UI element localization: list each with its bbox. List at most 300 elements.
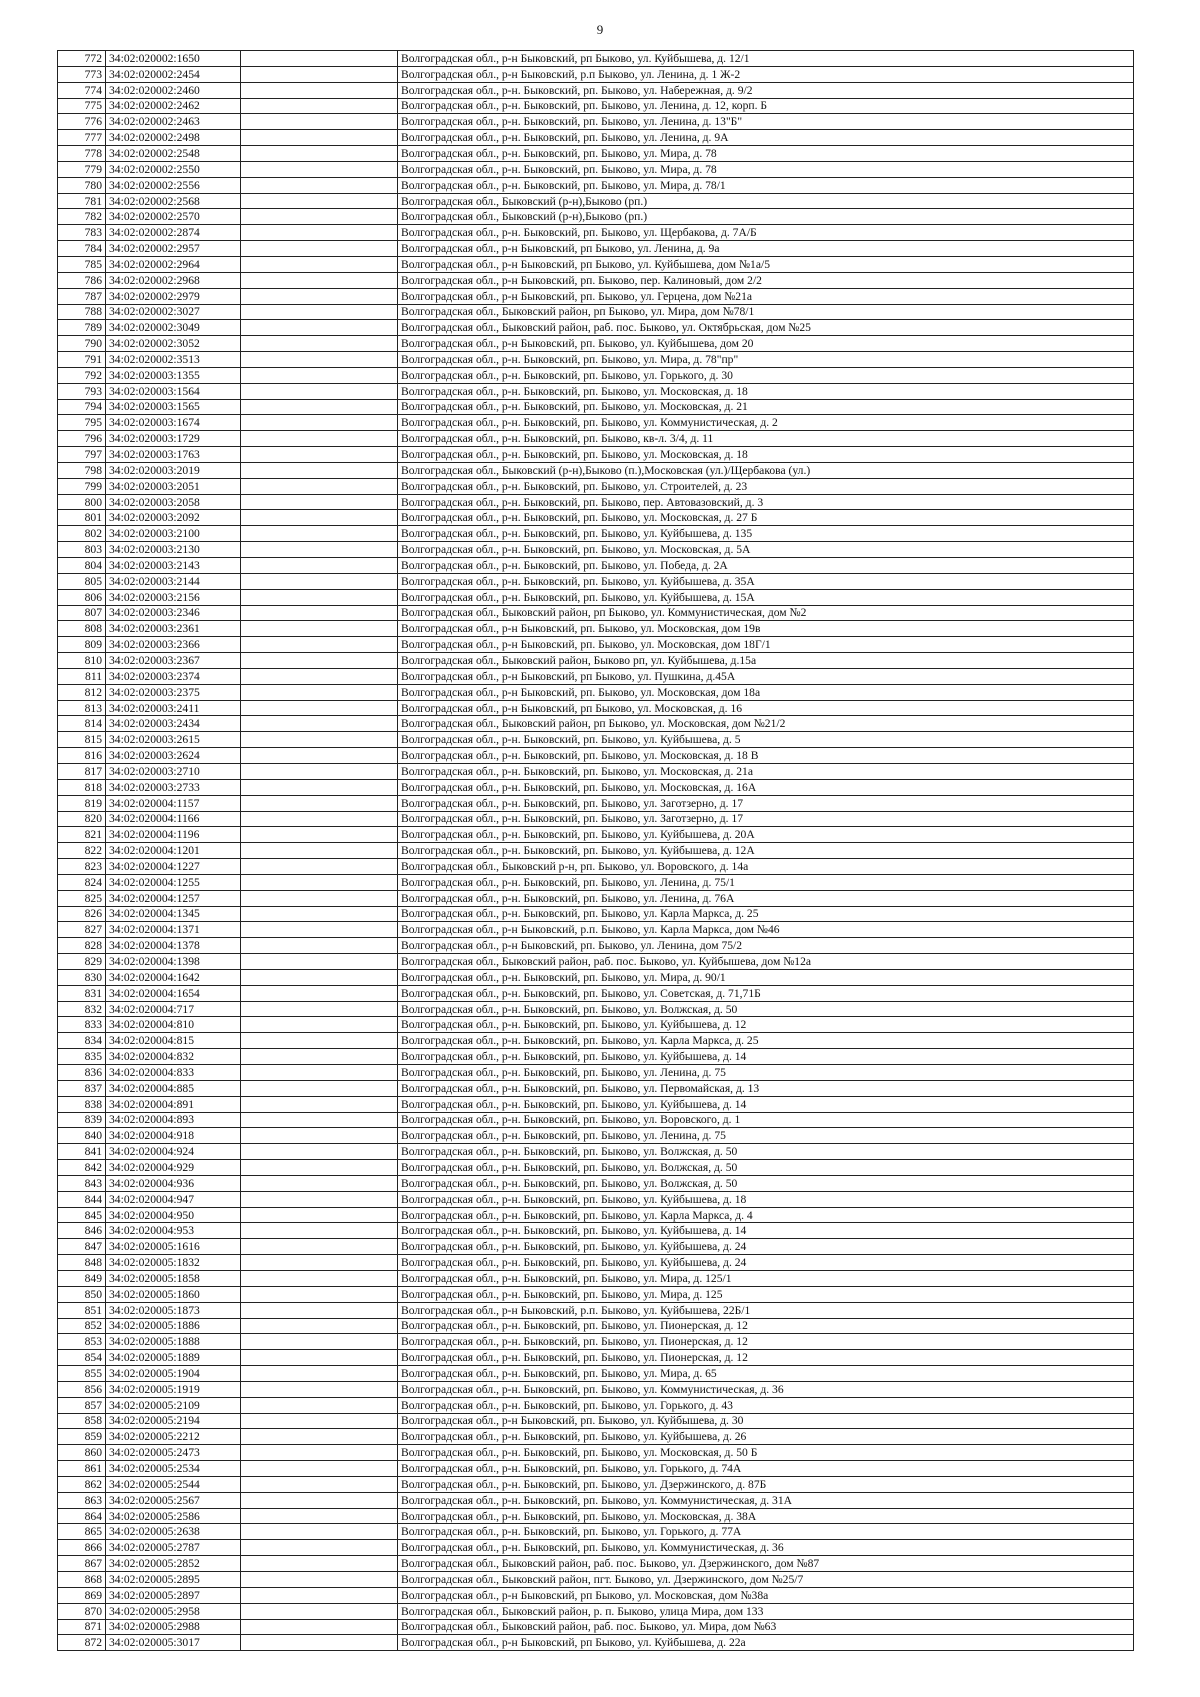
- row-number: 870: [58, 1603, 106, 1619]
- address: Волгоградская обл., р-н. Быковский, рп. Быково, ул. Московская, д. 18 В: [398, 748, 1134, 764]
- row-number: 781: [58, 193, 106, 209]
- row-number: 806: [58, 589, 106, 605]
- blank-cell: [241, 1255, 398, 1271]
- table-row: [58, 1635, 1134, 1651]
- row-number: 821: [58, 827, 106, 843]
- blank-cell: [241, 1572, 398, 1588]
- blank-cell: [241, 82, 398, 98]
- address: Волгоградская обл., р-н. Быковский, рп. Быково, ул. Набережная, д. 9/2: [398, 82, 1134, 98]
- row-number: 835: [58, 1049, 106, 1065]
- row-number: 813: [58, 700, 106, 716]
- blank-cell: [241, 66, 398, 82]
- cadastral-number: 34:02:020002:2550: [106, 161, 241, 177]
- address: Волгоградская обл., р-н. Быковский, рп. Быково, ул. Куйбышева, д. 135: [398, 526, 1134, 542]
- row-number: 829: [58, 954, 106, 970]
- blank-cell: [241, 1270, 398, 1286]
- cadastral-number: 34:02:020005:1873: [106, 1302, 241, 1318]
- table-row: [58, 1603, 1134, 1619]
- blank-cell: [241, 1461, 398, 1477]
- row-number: 864: [58, 1508, 106, 1524]
- cadastral-number: 34:02:020003:2019: [106, 462, 241, 478]
- address: Волгоградская обл., Быковский район, пгт. Быково, ул. Дзержинского, дом №25/7: [398, 1572, 1134, 1588]
- cadastral-number: 34:02:020002:3049: [106, 320, 241, 336]
- row-number: 853: [58, 1334, 106, 1350]
- row-number: 807: [58, 605, 106, 621]
- blank-cell: [241, 399, 398, 415]
- blank-cell: [241, 1508, 398, 1524]
- table-row: [58, 431, 1134, 447]
- blank-cell: [241, 1144, 398, 1160]
- table-row: [58, 1587, 1134, 1603]
- blank-cell: [241, 827, 398, 843]
- table-row: [58, 193, 1134, 209]
- row-number: 838: [58, 1096, 106, 1112]
- cadastral-number: 34:02:020004:893: [106, 1112, 241, 1128]
- address: Волгоградская обл., р-н. Быковский, рп. Быково, ул. Первомайская, д. 13: [398, 1080, 1134, 1096]
- address: Волгоградская обл., р-н Быковский, рп. Быково, ул. Московская, дом 19в: [398, 621, 1134, 637]
- row-number: 825: [58, 890, 106, 906]
- blank-cell: [241, 684, 398, 700]
- address: Волгоградская обл., р-н. Быковский, рп. Быково, ул. Карла Маркса, д. 25: [398, 906, 1134, 922]
- address: Волгоградская обл., р-н. Быковский, рп. Быково, ул. Заготзерно, д. 17: [398, 811, 1134, 827]
- row-number: 774: [58, 82, 106, 98]
- table-row: [58, 684, 1134, 700]
- row-number: 861: [58, 1461, 106, 1477]
- address: Волгоградская обл., р-н. Быковский, рп. Быково, ул. Московская, д. 18: [398, 383, 1134, 399]
- blank-cell: [241, 478, 398, 494]
- table-row: [58, 146, 1134, 162]
- address: Волгоградская обл., Быковский район, раб. пос. Быково, ул. Куйбышева, дом №12а: [398, 954, 1134, 970]
- row-number: 828: [58, 938, 106, 954]
- cadastral-number: 34:02:020004:885: [106, 1080, 241, 1096]
- cadastral-number: 34:02:020005:2895: [106, 1572, 241, 1588]
- table-row: [58, 1065, 1134, 1081]
- address: Волгоградская обл., Быковский район, рп Быково, ул. Мира, дом №78/1: [398, 304, 1134, 320]
- row-number: 824: [58, 874, 106, 890]
- cadastral-number: 34:02:020003:2051: [106, 478, 241, 494]
- table-row: [58, 1080, 1134, 1096]
- table-row: [58, 1524, 1134, 1540]
- address: Волгоградская обл., р-н. Быковский, рп. Быково, ул. Куйбышева, д. 20А: [398, 827, 1134, 843]
- address: Волгоградская обл., р-н. Быковский, рп. Быково, ул. Воровского, д. 1: [398, 1112, 1134, 1128]
- row-number: 776: [58, 114, 106, 130]
- cadastral-number: 34:02:020004:832: [106, 1049, 241, 1065]
- address: Волгоградская обл., р-н. Быковский, рп. Быково, ул. Ленина, д. 75: [398, 1065, 1134, 1081]
- blank-cell: [241, 304, 398, 320]
- table-row: [58, 1302, 1134, 1318]
- blank-cell: [241, 1160, 398, 1176]
- table-row: [58, 1270, 1134, 1286]
- row-number: 802: [58, 526, 106, 542]
- blank-cell: [241, 1049, 398, 1065]
- cadastral-number: 34:02:020003:2624: [106, 748, 241, 764]
- row-number: 785: [58, 256, 106, 272]
- blank-cell: [241, 98, 398, 114]
- address: Волгоградская обл., р-н. Быковский, рп. Быково, ул. Заготзерно, д. 17: [398, 795, 1134, 811]
- cadastral-number: 34:02:020003:1355: [106, 367, 241, 383]
- cadastral-number: 34:02:020002:2556: [106, 177, 241, 193]
- cadastral-number: 34:02:020004:1255: [106, 874, 241, 890]
- blank-cell: [241, 1476, 398, 1492]
- table-row: [58, 304, 1134, 320]
- blank-cell: [241, 874, 398, 890]
- cadastral-number: 34:02:020004:950: [106, 1207, 241, 1223]
- cadastral-number: 34:02:020002:3513: [106, 352, 241, 368]
- blank-cell: [241, 700, 398, 716]
- table-row: [58, 352, 1134, 368]
- row-number: 805: [58, 573, 106, 589]
- table-row: [58, 1096, 1134, 1112]
- blank-cell: [241, 1096, 398, 1112]
- row-number: 833: [58, 1017, 106, 1033]
- blank-cell: [241, 1191, 398, 1207]
- table-row: [58, 954, 1134, 970]
- row-number: 796: [58, 431, 106, 447]
- row-number: 801: [58, 510, 106, 526]
- row-number: 862: [58, 1476, 106, 1492]
- cadastral-number: 34:02:020002:2964: [106, 256, 241, 272]
- blank-cell: [241, 1619, 398, 1635]
- table-row: [58, 795, 1134, 811]
- cadastral-number: 34:02:020003:1674: [106, 415, 241, 431]
- cadastral-number: 34:02:020005:2988: [106, 1619, 241, 1635]
- cadastral-number: 34:02:020003:2100: [106, 526, 241, 542]
- cadastral-number: 34:02:020004:815: [106, 1033, 241, 1049]
- blank-cell: [241, 1286, 398, 1302]
- blank-cell: [241, 558, 398, 574]
- blank-cell: [241, 716, 398, 732]
- blank-cell: [241, 1302, 398, 1318]
- cadastral-number: 34:02:020005:1919: [106, 1381, 241, 1397]
- cadastral-number: 34:02:020002:2463: [106, 114, 241, 130]
- address: Волгоградская обл., р-н. Быковский, рп. Быково, кв-л. 3/4, д. 11: [398, 431, 1134, 447]
- address: Волгоградская обл., Быковский район, р. п. Быково, улица Мира, дом 133: [398, 1603, 1134, 1619]
- blank-cell: [241, 938, 398, 954]
- cadastral-number: 34:02:020003:2615: [106, 732, 241, 748]
- address: Волгоградская обл., Быковский (р-н),Быково (рп.): [398, 193, 1134, 209]
- table-row: [58, 241, 1134, 257]
- address: Волгоградская обл., р-н Быковский, рп Быково, ул. Пушкина, д.45А: [398, 668, 1134, 684]
- cadastral-number: 34:02:020004:1345: [106, 906, 241, 922]
- blank-cell: [241, 1175, 398, 1191]
- row-number: 846: [58, 1223, 106, 1239]
- blank-cell: [241, 462, 398, 478]
- table-row: [58, 1508, 1134, 1524]
- table-row: [58, 367, 1134, 383]
- blank-cell: [241, 272, 398, 288]
- row-number: 820: [58, 811, 106, 827]
- table-row: [58, 732, 1134, 748]
- table-row: [58, 1255, 1134, 1271]
- table-row: [58, 1128, 1134, 1144]
- cadastral-number: 34:02:020003:2143: [106, 558, 241, 574]
- address: Волгоградская обл., р-н. Быковский, рп. Быково, ул. Мира, д. 78: [398, 161, 1134, 177]
- row-number: 811: [58, 668, 106, 684]
- cadastral-number: 34:02:020003:2367: [106, 653, 241, 669]
- address: Волгоградская обл., Быковский район, раб. пос. Быково, ул. Дзержинского, дом №87: [398, 1556, 1134, 1572]
- cadastral-number: 34:02:020004:1378: [106, 938, 241, 954]
- blank-cell: [241, 225, 398, 241]
- blank-cell: [241, 336, 398, 352]
- table-row: [58, 447, 1134, 463]
- blank-cell: [241, 1318, 398, 1334]
- address: Волгоградская обл., р-н. Быковский, рп. Быково, ул. Волжская, д. 50: [398, 1001, 1134, 1017]
- row-number: 809: [58, 637, 106, 653]
- table-row: [58, 320, 1134, 336]
- table-row: [58, 383, 1134, 399]
- row-number: 790: [58, 336, 106, 352]
- address: Волгоградская обл., р-н. Быковский, рп. Быково, ул. Куйбышева, д. 14: [398, 1096, 1134, 1112]
- cadastral-number: 34:02:020003:2058: [106, 494, 241, 510]
- blank-cell: [241, 1492, 398, 1508]
- blank-cell: [241, 352, 398, 368]
- table-row: [58, 1049, 1134, 1065]
- cadastral-number: 34:02:020004:1201: [106, 843, 241, 859]
- address: Волгоградская обл., р-н Быковский, рп. Быково, ул. Ленина, дом 75/2: [398, 938, 1134, 954]
- blank-cell: [241, 1397, 398, 1413]
- address: Волгоградская обл., р-н. Быковский, рп. Быково, ул. Куйбышева, д. 14: [398, 1223, 1134, 1239]
- blank-cell: [241, 985, 398, 1001]
- table-row: [58, 969, 1134, 985]
- row-number: 784: [58, 241, 106, 257]
- blank-cell: [241, 1445, 398, 1461]
- row-number: 827: [58, 922, 106, 938]
- cadastral-number: 34:02:020005:1904: [106, 1366, 241, 1382]
- table-row: [58, 1207, 1134, 1223]
- table-row: [58, 510, 1134, 526]
- address: Волгоградская обл., р-н. Быковский, рп. Быково, ул. Московская, д. 27 Б: [398, 510, 1134, 526]
- cadastral-number: 34:02:020004:1371: [106, 922, 241, 938]
- row-number: 841: [58, 1144, 106, 1160]
- table-row: [58, 1033, 1134, 1049]
- table-row: [58, 1429, 1134, 1445]
- table-row: [58, 225, 1134, 241]
- address: Волгоградская обл., р-н. Быковский, рп. Быково, ул. Дзержинского, д. 87Б: [398, 1476, 1134, 1492]
- row-number: 826: [58, 906, 106, 922]
- row-number: 789: [58, 320, 106, 336]
- blank-cell: [241, 415, 398, 431]
- blank-cell: [241, 573, 398, 589]
- address: Волгоградская обл., р-н. Быковский, рп. Быково, ул. Коммунистическая, д. 31А: [398, 1492, 1134, 1508]
- address: Волгоградская обл., р-н. Быковский, рп. Быково, ул. Горького, д. 74А: [398, 1461, 1134, 1477]
- address: Волгоградская обл., р-н. Быковский, рп. Быково, ул. Ленина, д. 75: [398, 1128, 1134, 1144]
- table-row: [58, 114, 1134, 130]
- cadastral-number: 34:02:020003:2130: [106, 542, 241, 558]
- table-row: [58, 906, 1134, 922]
- table-row: [58, 526, 1134, 542]
- cadastral-number: 34:02:020004:936: [106, 1175, 241, 1191]
- row-number: 860: [58, 1445, 106, 1461]
- table-row: [58, 1318, 1134, 1334]
- cadastral-number: 34:02:020004:1157: [106, 795, 241, 811]
- cadastral-number: 34:02:020003:2144: [106, 573, 241, 589]
- cadastral-number: 34:02:020005:2473: [106, 1445, 241, 1461]
- address: Волгоградская обл., р-н. Быковский, рп. Быково, ул. Московская, д. 50 Б: [398, 1445, 1134, 1461]
- cadastral-number: 34:02:020004:929: [106, 1160, 241, 1176]
- row-number: 852: [58, 1318, 106, 1334]
- table-row: [58, 716, 1134, 732]
- address: Волгоградская обл., р-н. Быковский, рп. Быково, ул. Московская, д. 5А: [398, 542, 1134, 558]
- table-row: [58, 605, 1134, 621]
- row-number: 799: [58, 478, 106, 494]
- table-row: [58, 653, 1134, 669]
- address: Волгоградская обл., р-н. Быковский, рп. Быково, ул. Куйбышева, д. 12: [398, 1017, 1134, 1033]
- table-row: [58, 811, 1134, 827]
- cadastral-number: 34:02:020005:2567: [106, 1492, 241, 1508]
- address: Волгоградская обл., р-н Быковский, рп. Быково, ул. Куйбышева, д. 30: [398, 1413, 1134, 1429]
- table-row: [58, 922, 1134, 938]
- address: Волгоградская обл., р-н. Быковский, рп. Быково, ул. Куйбышева, д. 26: [398, 1429, 1134, 1445]
- blank-cell: [241, 1017, 398, 1033]
- row-number: 848: [58, 1255, 106, 1271]
- cadastral-registry-table: [57, 50, 1134, 1651]
- address: Волгоградская обл., р-н. Быковский, рп. Быково, ул. Мира, д. 125: [398, 1286, 1134, 1302]
- address: Волгоградская обл., р-н. Быковский, рп. Быково, ул. Мира, д. 125/1: [398, 1270, 1134, 1286]
- cadastral-number: 34:02:020004:810: [106, 1017, 241, 1033]
- table-row: [58, 1350, 1134, 1366]
- table-row: [58, 573, 1134, 589]
- cadastral-number: 34:02:020004:918: [106, 1128, 241, 1144]
- table-row: [58, 1112, 1134, 1128]
- blank-cell: [241, 510, 398, 526]
- table-row: [58, 1540, 1134, 1556]
- row-number: 816: [58, 748, 106, 764]
- row-number: 856: [58, 1381, 106, 1397]
- address: Волгоградская обл., р-н. Быковский, рп. Быково, ул. Куйбышева, д. 15А: [398, 589, 1134, 605]
- table-row: [58, 779, 1134, 795]
- blank-cell: [241, 906, 398, 922]
- address: Волгоградская обл., Быковский (р-н),Быково (п.),Московская (ул.)/Щербакова (ул.): [398, 462, 1134, 478]
- table-row: [58, 542, 1134, 558]
- table-row: [58, 859, 1134, 875]
- address: Волгоградская обл., р-н. Быковский, рп. Быково, пер. Автовазовский, д. 3: [398, 494, 1134, 510]
- row-number: 823: [58, 859, 106, 875]
- blank-cell: [241, 51, 398, 67]
- cadastral-number: 34:02:020005:1860: [106, 1286, 241, 1302]
- row-number: 787: [58, 288, 106, 304]
- cadastral-number: 34:02:020003:1763: [106, 447, 241, 463]
- table-row: [58, 161, 1134, 177]
- cadastral-number: 34:02:020005:2897: [106, 1587, 241, 1603]
- row-number: 851: [58, 1302, 106, 1318]
- blank-cell: [241, 288, 398, 304]
- table-row: [58, 748, 1134, 764]
- row-number: 800: [58, 494, 106, 510]
- table-row: [58, 462, 1134, 478]
- cadastral-number: 34:02:020003:2374: [106, 668, 241, 684]
- cadastral-number: 34:02:020003:2411: [106, 700, 241, 716]
- row-number: 843: [58, 1175, 106, 1191]
- address: Волгоградская обл., р-н Быковский, рп Быково, ул. Куйбышева, д. 12/1: [398, 51, 1134, 67]
- cadastral-number: 34:02:020005:2787: [106, 1540, 241, 1556]
- row-number: 866: [58, 1540, 106, 1556]
- row-number: 869: [58, 1587, 106, 1603]
- address: Волгоградская обл., р-н. Быковский, рп. Быково, ул. Мира, д. 78/1: [398, 177, 1134, 193]
- row-number: 788: [58, 304, 106, 320]
- cadastral-number: 34:02:020005:1832: [106, 1255, 241, 1271]
- table-row: [58, 1445, 1134, 1461]
- row-number: 797: [58, 447, 106, 463]
- row-number: 834: [58, 1033, 106, 1049]
- blank-cell: [241, 637, 398, 653]
- blank-cell: [241, 1033, 398, 1049]
- table-row: [58, 1492, 1134, 1508]
- blank-cell: [241, 1603, 398, 1619]
- table-row: [58, 1223, 1134, 1239]
- table-row: [58, 589, 1134, 605]
- blank-cell: [241, 621, 398, 637]
- blank-cell: [241, 1524, 398, 1540]
- row-number: 822: [58, 843, 106, 859]
- table-row: [58, 668, 1134, 684]
- blank-cell: [241, 1350, 398, 1366]
- table-row: [58, 1366, 1134, 1382]
- table-row: [58, 700, 1134, 716]
- cadastral-number: 34:02:020002:1650: [106, 51, 241, 67]
- cadastral-number: 34:02:020002:2454: [106, 66, 241, 82]
- blank-cell: [241, 653, 398, 669]
- row-number: 780: [58, 177, 106, 193]
- row-number: 872: [58, 1635, 106, 1651]
- address: Волгоградская обл., р-н. Быковский, рп. Быково, ул. Куйбышева, д. 24: [398, 1255, 1134, 1271]
- cadastral-number: 34:02:020005:1616: [106, 1239, 241, 1255]
- blank-cell: [241, 763, 398, 779]
- address: Волгоградская обл., Быковский район, Быково рп, ул. Куйбышева, д.15а: [398, 653, 1134, 669]
- blank-cell: [241, 431, 398, 447]
- address: Волгоградская обл., р-н. Быковский, рп. Быково, ул. Волжская, д. 50: [398, 1160, 1134, 1176]
- blank-cell: [241, 1001, 398, 1017]
- row-number: 830: [58, 969, 106, 985]
- cadastral-number: 34:02:020004:833: [106, 1065, 241, 1081]
- blank-cell: [241, 779, 398, 795]
- row-number: 794: [58, 399, 106, 415]
- address: Волгоградская обл., р-н Быковский, рп Быково, ул. Ленина, д. 9а: [398, 241, 1134, 257]
- address: Волгоградская обл., р-н. Быковский, рп. Быково, ул. Ленина, д. 9А: [398, 130, 1134, 146]
- row-number: 808: [58, 621, 106, 637]
- table-row: [58, 130, 1134, 146]
- table-row: [58, 494, 1134, 510]
- blank-cell: [241, 494, 398, 510]
- cadastral-number: 34:02:020004:1227: [106, 859, 241, 875]
- blank-cell: [241, 1413, 398, 1429]
- address: Волгоградская обл., р-н. Быковский, рп. Быково, ул. Ленина, д. 12, корп. Б: [398, 98, 1134, 114]
- blank-cell: [241, 161, 398, 177]
- row-number: 871: [58, 1619, 106, 1635]
- address: Волгоградская обл., Быковский р-н, рп. Быково, ул. Воровского, д. 14а: [398, 859, 1134, 875]
- address: Волгоградская обл., р-н. Быковский, рп. Быково, ул. Карла Маркса, д. 4: [398, 1207, 1134, 1223]
- row-number: 814: [58, 716, 106, 732]
- blank-cell: [241, 193, 398, 209]
- table-row: [58, 51, 1134, 67]
- blank-cell: [241, 1429, 398, 1445]
- cadastral-number: 34:02:020003:2092: [106, 510, 241, 526]
- blank-cell: [241, 954, 398, 970]
- table-row: [58, 1017, 1134, 1033]
- address: Волгоградская обл., р-н. Быковский, рп. Быково, ул. Московская, д. 16А: [398, 779, 1134, 795]
- blank-cell: [241, 1207, 398, 1223]
- table-row: [58, 98, 1134, 114]
- row-number: 783: [58, 225, 106, 241]
- address: Волгоградская обл., р-н Быковский, рп. Быково, ул. Московская, дом 18Г/1: [398, 637, 1134, 653]
- address: Волгоградская обл., р-н. Быковский, рп. Быково, ул. Карла Маркса, д. 25: [398, 1033, 1134, 1049]
- blank-cell: [241, 1381, 398, 1397]
- blank-cell: [241, 1080, 398, 1096]
- cadastral-number: 34:02:020005:2534: [106, 1461, 241, 1477]
- row-number: 782: [58, 209, 106, 225]
- blank-cell: [241, 668, 398, 684]
- address: Волгоградская обл., р-н. Быковский, рп. Быково, ул. Строителей, д. 23: [398, 478, 1134, 494]
- blank-cell: [241, 130, 398, 146]
